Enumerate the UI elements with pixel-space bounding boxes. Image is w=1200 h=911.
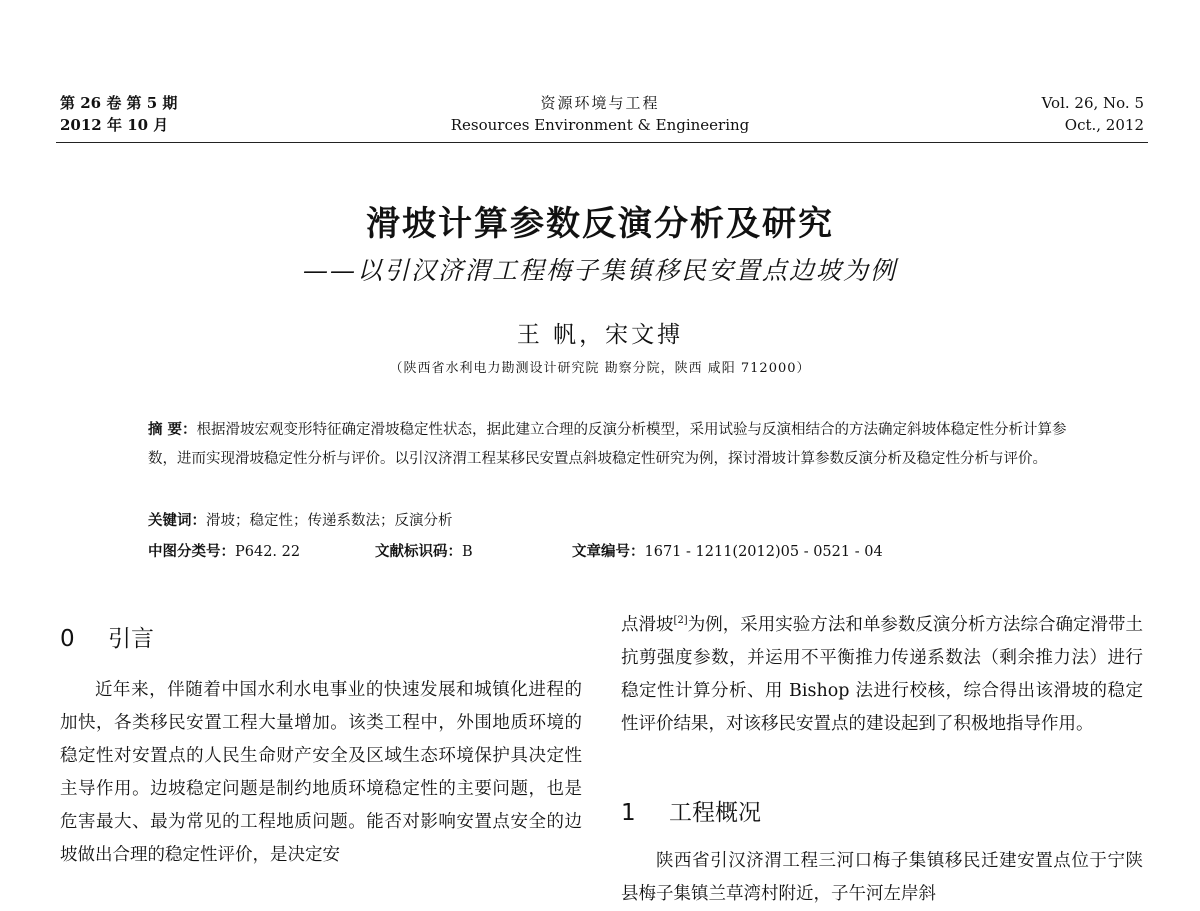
doc-code-label: 文献标识码：	[375, 544, 462, 560]
section-1-number: 1	[621, 800, 636, 826]
journal-date-en: Oct., 2012	[1064, 116, 1144, 134]
clc-label: 中图分类号：	[148, 544, 235, 560]
section-0-title: 引言	[108, 626, 154, 652]
abstract-label: 摘 要：	[148, 422, 197, 438]
keywords-text: 滑坡；稳定性；传递系数法；反演分析	[206, 513, 453, 529]
left-column-body	[60, 674, 582, 872]
right-paragraph-1-start: 点滑坡	[621, 614, 674, 635]
keywords	[148, 509, 453, 530]
project-overview-paragraph: 陕西省引汉济渭工程三河口梅子集镇移民迁建安置点位于宁陕县梅子集镇兰草湾村附近，子午河左岸斜	[621, 851, 1143, 904]
article-number-label: 文章编号：	[572, 544, 645, 560]
journal-volume-issue: 第 26 卷 第 5 期	[60, 94, 178, 112]
paper-title: 滑坡计算参数反演分析及研究	[366, 204, 834, 244]
journal-volume-en: Vol. 26, No. 5	[1041, 94, 1144, 112]
abstract-text: 根据滑坡宏观变形特征确定滑坡稳定性状态，据此建立合理的反演分析模型，采用试验与反演相结合的方法确定斜坡体稳定性分析计算参数，进而实现滑坡稳定性分析与评价。以引汉济渭工程某移民安置点斜坡稳定性研究为例，探讨滑坡计算参数反演分析及稳定性分析与评价。	[148, 422, 1067, 467]
right-column-body-2	[621, 845, 1143, 911]
paper-subtitle: ——以引汉济渭工程梅子集镇移民安置点边坡为例	[302, 256, 897, 285]
intro-paragraph: 近年来，伴随着中国水利水电事业的快速发展和城镇化进程的加快，各类移民安置工程大量增加。该类工程中，外围地质环境的稳定性对安置点的人民生命财产安全及区域生态环境保护具决定性主导作用。边坡稳定问题是制约地质环境稳定性的主要问题，也是危害最大、最为常见的工程地质问题。能否对影响安置点安全的边坡做出合理的稳定性评价，是决定安	[60, 680, 582, 865]
right-paragraph-1	[621, 604, 1143, 741]
section-0-heading	[60, 620, 154, 653]
header-rule	[56, 142, 1148, 143]
right-paragraph-1-rest: 为例，采用实验方法和单参数反演分析方法综合确定滑带土抗剪强度参数，并运用不平衡推力传递系数法（剩余推力法）进行稳定性计算分析、用 Bishop 法进行校核，综合得出该滑坡的稳定性评价结果，对该移民安置点的建设起到了积极地指导作用。	[621, 614, 1144, 734]
journal-date: 2012 年 10 月	[60, 116, 169, 134]
doc-code-value: B	[462, 544, 473, 560]
abstract	[148, 416, 1068, 474]
paper-authors: 王 帆，宋文搏	[516, 322, 684, 348]
clc-value: P642. 22	[235, 544, 301, 560]
journal-name-en: Resources Environment & Engineering	[450, 116, 750, 134]
classification-row	[148, 540, 1148, 561]
article-number-value: 1671 - 1211(2012)05 - 0521 - 04	[644, 544, 883, 560]
journal-name-cn: 资源环境与工程	[540, 94, 660, 112]
keywords-label: 关键词：	[148, 513, 206, 529]
section-0-number: 0	[60, 626, 75, 652]
author-affiliation: （陕西省水利电力勘测设计研究院 勘察分院，陕西 咸阳 712000）	[389, 361, 811, 376]
reference-mark: [2]	[673, 615, 688, 626]
right-column-body	[621, 604, 1143, 741]
section-1-heading	[621, 794, 761, 827]
section-1-title: 工程概况	[669, 800, 761, 826]
